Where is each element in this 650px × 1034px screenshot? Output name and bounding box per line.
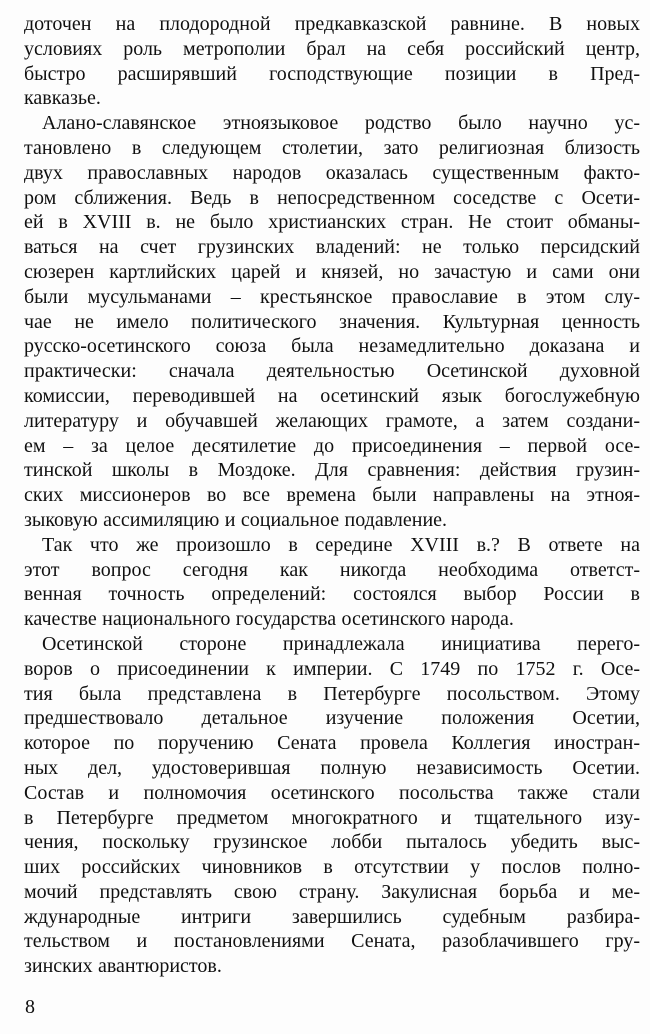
page-number: 8 (25, 996, 35, 1018)
text-line: воров о присоединении к империи. С 1749 по 1752 г. Осе- (24, 657, 640, 680)
text-line: ших российских чиновников в отсутствии у послов полно- (24, 856, 640, 879)
text-line: Осетинской стороне принадлежала инициатива перего- (42, 632, 640, 655)
text-line: были мусульманами – крестьянское православие в этом слу- (24, 285, 640, 308)
text-line: тинской школы в Моздоке. Для сравнения: действия грузин- (24, 459, 640, 482)
text-line: зинских авантюристов. (24, 955, 222, 978)
text-line: ем – за целое десятилетие до присоединения – первой осе- (24, 434, 640, 457)
text-line: чения, поскольку грузинское лобби пыталось убедить выс- (24, 831, 640, 854)
text-line: ваться на счет грузинских владений: не только персидский (24, 236, 640, 259)
text-line: доточен на плодородной предкавказской равнине. В новых (24, 13, 640, 35)
text-line: быстро расширявший господствующие позиции в Пред- (24, 62, 640, 85)
text-line: кавказье. (24, 87, 101, 110)
text-line: тановлено в следующем столетии, зато религиозная близость (24, 136, 640, 159)
text-line: предшествовало детальное изучение положения Осетии, (24, 707, 640, 730)
text-line: мочий представлять свою страну. Закулисная борьба и ме- (24, 880, 640, 903)
text-line: литературу и обучавшей желающих грамоте, а затем создани- (24, 409, 640, 432)
text-line: ждународные интриги завершились судебным разбира- (24, 905, 640, 928)
text-line: Так что же произошло в середине XVIII в.? В ответе на (42, 533, 640, 556)
text-line: зыковую ассимиляцию и социальное подавление. (24, 508, 448, 531)
text-line: ных дел, удостоверившая полную независимость Осетии. (24, 756, 640, 779)
text-line: чае не имело политического значения. Культурная ценность (24, 310, 640, 333)
paragraph (24, 533, 640, 632)
text-line: сюзерен картлийских царей и князей, но зачастую и сами они (24, 260, 640, 283)
text-line: русско-осетинского союза была незамедлительно доказана и (24, 335, 640, 358)
page-text (24, 12, 640, 979)
text-line: в Петербурге предметом многократного и тщательного изу- (24, 806, 640, 829)
text-line: ей в XVIII в. не было христианских стран. Не стоит обманы- (24, 211, 640, 234)
text-line: условиях роль метрополии брал на себя российский центр, (24, 37, 640, 60)
text-line: этот вопрос сегодня как никогда необходима ответст- (24, 558, 640, 581)
text-line: тельством и постановлениями Сената, разоблачившего гру- (24, 930, 640, 953)
paragraph (24, 12, 640, 111)
text-line: ских миссионеров во все времена были направлены на этноя- (24, 484, 640, 507)
text-line: двух православных народов оказалась существенным факто- (24, 161, 640, 184)
text-line: Алано-славянское этноязыковое родство было научно ус- (42, 112, 640, 135)
text-line: Состав и полномочия осетинского посольства также стали (24, 781, 640, 804)
text-line: ром сближения. Ведь в непосредственном соседстве с Осети- (24, 186, 640, 209)
text-line: которое по поручению Сената провела Коллегия иностран- (24, 732, 640, 755)
text-line: тия была представлена в Петербурге посольством. Этому (24, 682, 640, 705)
paragraph (24, 111, 640, 533)
text-line: комиссии, переводившей на осетинский язык богослужебную (24, 384, 640, 407)
text-line: венная точность определений: состоялся выбор России в (24, 583, 640, 606)
text-line: качестве национального государства осетинского народа. (24, 608, 514, 631)
text-line: практически: сначала деятельностью Осетинской духовной (24, 360, 640, 383)
paragraph (24, 632, 640, 979)
